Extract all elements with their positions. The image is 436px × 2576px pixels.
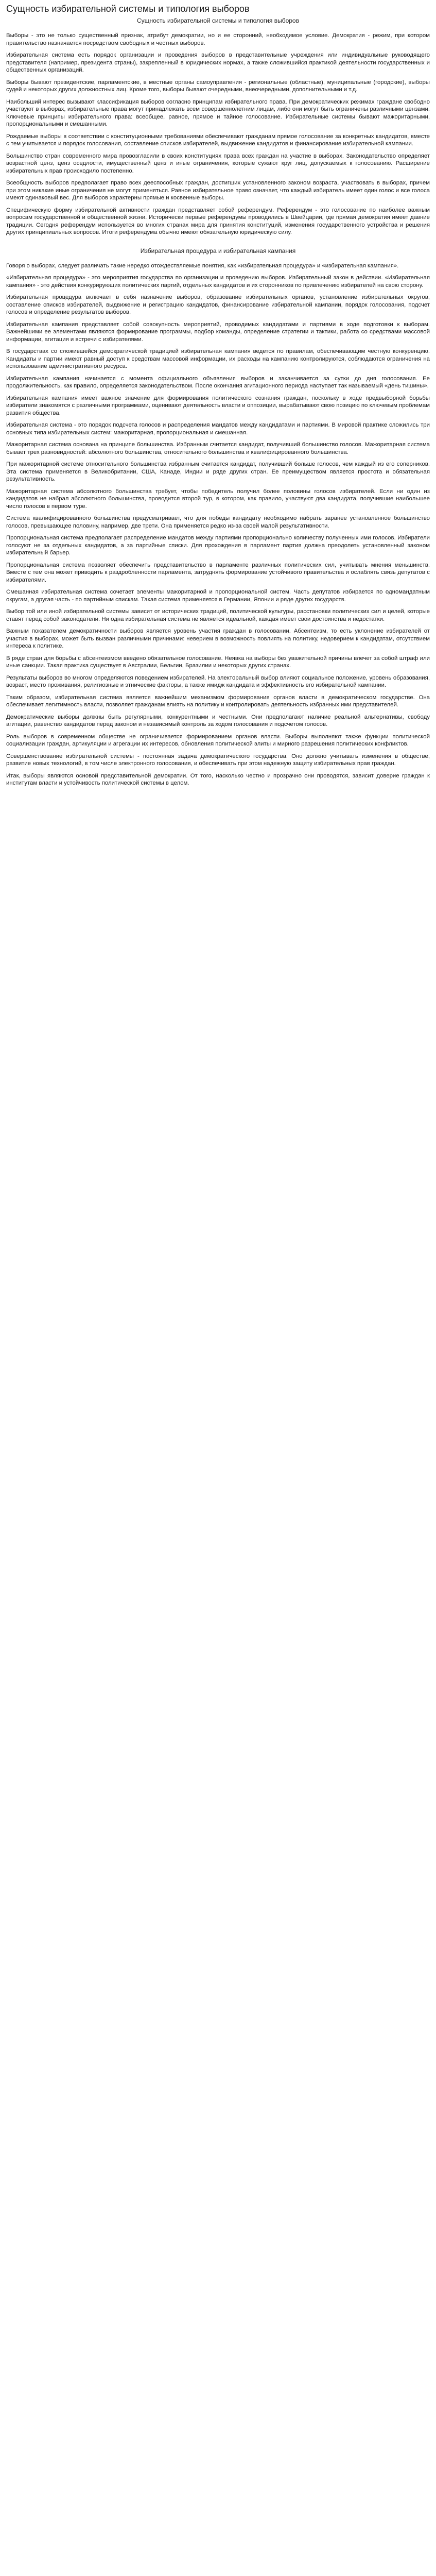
paragraph: Мажоритарная система абсолютного большинства требует, чтобы победитель получил более половины голосов избирателей. Если ни один из кандидатов не набрал абсолютного большинства, проводится второй тур, в котором, как правило, участвуют два кандидата, получившие наибольшее число голосов в первом туре. [6,488,430,510]
paragraph: Совершенствование избирательной системы - постоянная задача демократического государства. Оно должно учитывать изменения в обществе, развитие новых технологий, в том числе электронного голосования, и обеспечивать при этом надежную защиту избирательных прав граждан. [6,753,430,767]
paragraph: Роль выборов в современном обществе не ограничивается формированием органов власти. Выборы выполняют также функции политической социализации граждан, артикуляции и агрегации их интересов, обновления политической элиты и мирного разрешения политических конфликтов. [6,733,430,747]
paragraph: Рождаемые выборы в соответствии с конституционными требованиями обеспечивают гражданам прямое голосование за конкретных кандидатов, вместе с тем учитывается и порядок голосования, составление списков избирателей, выдвижение кандидатов и финансирование избирательной кампании. [6,133,430,147]
paragraph: «Избирательная процедура» - это мероприятия государства по организации и проведению выборов. Избирательный закон в действии. «Избирательная кампания» - это действия конкурирующих политических партий, отдельных кандидатов и их сторонников по привлечению избирателей на свою сторону. [6,275,430,289]
paragraph: Пропорциональная система предполагает распределение мандатов между партиями пропорционально количеству полученных ими голосов. Избиратели голосуют не за отдельных кандидатов, а за партийные списки. Для прохождения в парламент партия должна преодолеть установленный законом избирательный барьер. [6,535,430,556]
paragraph: Избирательная система есть порядок организации и проведения выборов в представительные учреждения или индивидуальные руководящего представителя (например, президента страны), закрепленный в юридических нормах, а также сложившийся практикой деятельности государственных и общественных организаций. [6,52,430,73]
paragraph: Выбор той или иной избирательной системы зависит от исторических традиций, политической культуры, расстановки политических сил и целей, которые ставят перед собой законодатели. Ни одна избирательная система не является идеальной, каждая имеет свои достоинства и недостатки. [6,608,430,622]
paragraph: Избирательная кампания начинается с момента официального объявления выборов и заканчивается за сутки до дня голосования. Ее продолжительность, как правило, определяется законодательством. После окончания агитационного периода наступает так называемый «день тишины». [6,375,430,389]
paragraph: Большинство стран современного мира провозгласили в своих конституциях права всех граждан на участие в выборах. Законодательство определяет возрастной ценз, ценз оседлости, имущественный ценз и иные ограничения, которые сужают круг лиц, допускаемых к голосованию. Расширение избирательных прав происходило постепенно. [6,152,430,174]
paragraph: Результаты выборов во многом определяются поведением избирателей. На электоральный выбор влияют социальное положение, уровень образования, возраст, место проживания, религиозные и этнические факторы, а также имидж кандидата и эффективность его избирательной кампании. [6,674,430,688]
page-subtitle: Сущность избирательной системы и типология выборов [137,17,299,24]
paragraph: В государствах со сложившейся демократической традицией избирательная кампания ведется по правилам, обеспечивающим честную конкуренцию. Кандидаты и партии имеют равный доступ к средствам массовой информации, их расходы на кампанию контролируются, соблюдаются ограничения на использование административного ресурса. [6,348,430,369]
paragraph: Говоря о выборах, следует различать такие нередко отождествляемые понятия, как «избирательная процедура» и «избирательная кампания». [6,262,399,269]
paragraph: Избирательная кампания имеет важное значение для формирования политического сознания граждан, поскольку в ходе предвыборной борьбы избиратели знакомятся с различными программами, оценивают деятельность власти и оппозиции, вырабатывают свою позицию по ключевым проблемам развития общества. [6,395,430,416]
paragraph: Демократические выборы должны быть регулярными, конкурентными и честными. Они предполагают наличие реальной альтернативы, свободу агитации, равенство кандидатов перед законом и независимый контроль за ходом голосования и подсчетом голосов. [6,714,430,727]
paragraph: Итак, выборы являются основой представительной демократии. От того, насколько честно и прозрачно они проводятся, зависит доверие граждан к институтам власти и устойчивость политической системы в целом. [6,772,430,786]
paragraph: Смешанная избирательная система сочетает элементы мажоритарной и пропорциональной систем. Часть депутатов избирается по одномандатным округам, а другая часть - по партийным спискам. Такая система применяется в Германии, Японии и ряде других государств. [6,589,430,603]
paragraph: При мажоритарной системе относительного большинства избранным считается кандидат, получивший больше голосов, чем каждый из его соперников. Эта система применяется в Великобритании, США, Канаде, Индии и ряде других стран. Ее преимуществом является простота и обязательная результативность. [6,461,430,482]
section-essence [6,32,430,236]
paragraph: Таким образом, избирательная система является важнейшим механизмом формирования органов власти в демократическом государстве. Она обеспечивает легитимность власти, позволяет гражданам влиять на политику и контролировать деятельность избранных ими представителей. [6,694,430,708]
paragraph: В ряде стран для борьбы с абсентеизмом введено обязательное голосование. Неявка на выборы без уважительной причины влечет за собой штраф или иные санкции. Такая практика существует в Австралии, Бельгии, Бразилии и некоторых других странах. [6,655,430,669]
paragraph: Система квалифицированного большинства предусматривает, что для победы кандидату необходимо набрать заранее установленное большинство голосов, превышающее половину, например, две трети. Она применяется редко из-за своей малой результативности. [6,515,430,529]
paragraph: Избирательная система - это порядок подсчета голосов и распределения мандатов между кандидатами и партиями. В мировой практике сложились три основных типа избирательных систем: мажоритарная, пропорциональная и смешанная. [6,422,430,436]
paragraph: Специфическую форму избирательной активности граждан представляет собой референдум. Референдум - это голосование по наиболее важным вопросам государственной и общественной жизни. Исторически первые референдумы проводились в Швейцарии, где прямая демократия имеет давние традиции. Сегодня референдум используется во многих странах мира для принятия конституций, изменения государственного устройства и решения других принципиальных вопросов. Итоги референдума обычно имеют обязательную юридическую силу. [6,207,430,235]
paragraph: Пропорциональная система позволяет обеспечить представительство в парламенте различных политических сил, учитывать мнения меньшинств. Вместе с тем она может приводить к раздробленности парламента, затруднять формирование устойчивого правительства и ослаблять связь депутатов с избирателями. [6,562,430,583]
paragraph: Выборы - это не только существенный признак, атрибут демократии, но и ее сторонний, необходимое условие. Демократия - режим, при котором правительство назначается посредством свободных и честных выборов. [6,32,430,46]
section-heading: Избирательная процедура и избирательная кампания [140,247,296,255]
paragraph: Избирательная кампания представляет собой совокупность мероприятий, проводимых кандидатами и партиями в ходе подготовки к выборам. Важнейшими ее элементами являются формирование программы, подбор команды, определение стратегии и тактики, работа со средствами массовой информации, агитация и встречи с избирателями. [6,321,430,343]
paragraph: Всеобщность выборов предполагает право всех дееспособных граждан, достигших установленного законом возраста, участвовать в выборах, причем при этом никакие иные ограничения не могут применяться. Равное избирательное право означает, что каждый избиратель имеет один голос и все голоса имеют одинаковый вес. Для выборов характерны прямые и косвенные выборы. [6,180,430,201]
section-procedure [6,262,430,787]
paragraph: Избирательная процедура включает в себя назначение выборов, образование избирательных органов, установление избирательных округов, составление списков избирателей, выдвижение и регистрацию кандидатов, финансирование избирательной кампании, порядок голосования, подсчет голосов и определение результатов выборов. [6,294,430,315]
paragraph: Мажоритарная система основана на принципе большинства. Избранным считается кандидат, получивший большинство голосов. Мажоритарная система бывает трех разновидностей: абсолютного большинства, относительного большинства и квалифицированного большинства. [6,442,430,455]
page [0,0,436,802]
paragraph: Важным показателем демократичности выборов является уровень участия граждан в голосовании. Абсентеизм, то есть уклонение избирателей от участия в выборах, может быть вызван различными причинами: неверием в возможность повлиять на политику, недоверием к кандидатам, отсутствием интереса к политике. [6,628,430,649]
paragraph: Наибольший интерес вызывают классификация выборов согласно принципам избирательного права. При демократических режимах граждане свободно участвуют в выборах, избирательные права могут принадлежать всем совершеннолетним лицам, либо они могут быть ограничены различными цензами. Ключевые принципы избирательного права: всеобщее, равное, прямое и тайное голосование. Избирательные системы бывают мажоритарными, пропорциональными и смешанными. [6,98,430,127]
paragraph: Выборы бывают президентские, парламентские, в местные органы самоуправления - региональные (областные), муниципальные (городские), выборы судей и некоторых других должностных лиц. Кроме того, выборы бывают очередными, внеочередными, дополнительными и т.д. [6,79,430,93]
page-title: Сущность избирательной системы и типология выборов [6,4,250,14]
